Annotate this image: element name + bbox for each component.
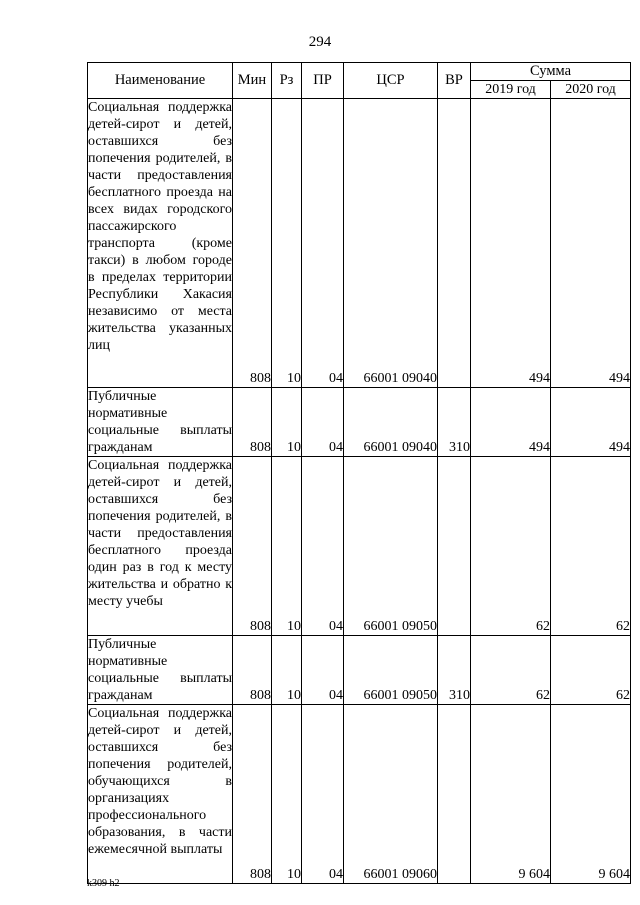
row-min: 808 xyxy=(233,388,272,457)
row-vr: 310 xyxy=(438,636,471,705)
header-year-2019: 2019 год xyxy=(471,81,551,99)
row-pr: 04 xyxy=(302,636,344,705)
header-vr: ВР xyxy=(438,63,471,99)
footer-code: k309 h2 xyxy=(87,878,120,889)
row-sum-2020: 494 xyxy=(551,99,631,388)
table-row xyxy=(88,99,631,388)
header-min: Мин xyxy=(233,63,272,99)
row-sum-2020: 62 xyxy=(551,457,631,636)
row-sum-2019: 62 xyxy=(471,636,551,705)
table-row xyxy=(88,636,631,705)
row-vr: 310 xyxy=(438,388,471,457)
header-year-2020: 2020 год xyxy=(551,81,631,99)
row-sum-2019: 62 xyxy=(471,457,551,636)
budget-table xyxy=(87,62,631,884)
row-sum-2019: 9 604 xyxy=(471,705,551,884)
header-sum: Сумма xyxy=(471,63,631,81)
page-number: 294 xyxy=(308,34,332,50)
row-vr xyxy=(438,705,471,884)
row-vr xyxy=(438,457,471,636)
row-name: Социальная поддержка детей-сирот и детей, оставшихся без попечения родителей, обучающихся в организациях профессионального образования, в части ежемесячной выплаты xyxy=(88,705,233,884)
row-name: Публичные нормативные социальные выплаты гражданам xyxy=(88,389,232,455)
row-sum-2020: 9 604 xyxy=(551,705,631,884)
row-min: 808 xyxy=(233,99,272,388)
header-csr: ЦСР xyxy=(344,63,438,99)
row-min: 808 xyxy=(233,457,272,636)
table-row xyxy=(88,705,631,884)
row-csr: 66001 09040 xyxy=(344,388,438,457)
table-row xyxy=(88,457,631,636)
row-rz: 10 xyxy=(272,457,302,636)
row-name: Социальная поддержка детей-сирот и детей, оставшихся без попечения родителей, в части предоставления бесплатного проезда на всех видах городского пассажирского транспорта (кроме такси) в любом городе в пределах территории Республики Хакасия независимо от места жительства указанных лиц xyxy=(88,99,233,388)
header-pr: ПР xyxy=(302,63,344,99)
row-pr: 04 xyxy=(302,457,344,636)
row-sum-2019: 494 xyxy=(471,99,551,388)
row-sum-2020: 494 xyxy=(551,388,631,457)
row-pr: 04 xyxy=(302,388,344,457)
row-rz: 10 xyxy=(272,636,302,705)
row-rz: 10 xyxy=(272,99,302,388)
row-min: 808 xyxy=(233,636,272,705)
row-sum-2019: 494 xyxy=(471,388,551,457)
row-rz: 10 xyxy=(272,388,302,457)
row-csr: 66001 09050 xyxy=(344,457,438,636)
row-sum-2020: 62 xyxy=(551,636,631,705)
row-pr: 04 xyxy=(302,705,344,884)
row-name: Публичные нормативные социальные выплаты гражданам xyxy=(88,637,232,703)
row-csr: 66001 09050 xyxy=(344,636,438,705)
row-csr: 66001 09060 xyxy=(344,705,438,884)
table-row xyxy=(88,388,631,457)
row-csr: 66001 09040 xyxy=(344,99,438,388)
row-pr: 04 xyxy=(302,99,344,388)
header-rz: Рз xyxy=(272,63,302,99)
row-name: Социальная поддержка детей-сирот и детей, оставшихся без попечения родителей, в части предоставления бесплатного проезда один раз в год к месту жительства и обратно к месту учебы xyxy=(88,457,233,636)
row-min: 808 xyxy=(233,705,272,884)
header-name: Наименование xyxy=(88,63,233,99)
row-rz: 10 xyxy=(272,705,302,884)
row-vr xyxy=(438,99,471,388)
